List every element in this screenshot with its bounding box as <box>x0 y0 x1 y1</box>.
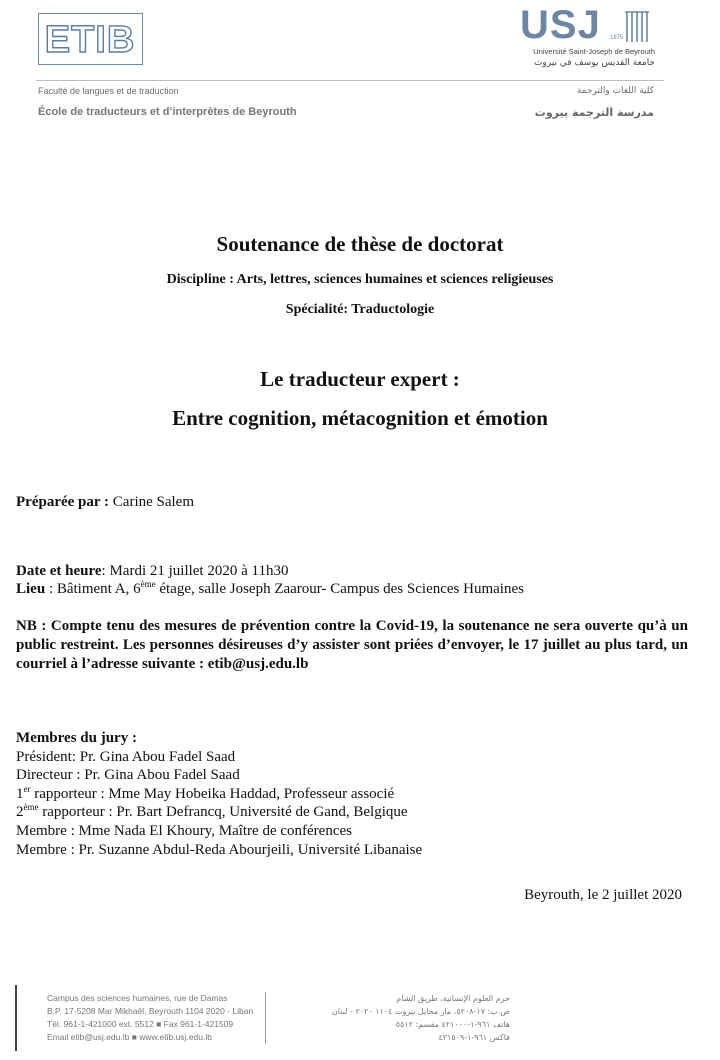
jury-directeur: Directeur : Pr. Gina Abou Fadel Saad <box>16 767 240 784</box>
footer-line-1-ar: حرم العلوم الإنسانية، طريق الشام <box>396 994 510 1003</box>
jury-membre-2: Membre : Pr. Suzanne Abdul-Reda Abourjeili, Université Libanaise <box>16 841 423 858</box>
rapporteur-1-suffix: er <box>23 783 31 794</box>
jury-rapporteur-2 <box>16 803 422 822</box>
footer-line-1-fr: Campus des sciences humaines, rue de Damas <box>47 993 228 1003</box>
prepared-by <box>16 494 194 511</box>
usj-name-ar: جامعة القديس يوسف في بيروت <box>533 58 655 68</box>
prepared-by-value: Carine Salem <box>109 494 195 510</box>
footer-line-2-ar: ص.ب: ١٧-٥٢٠٨، مار مخايل بيروت ١١٠٤ ٢٠٢٠ - لبنان <box>331 1007 510 1016</box>
faculty-name-ar: كلية اللغات والترجمة <box>576 86 654 96</box>
footer-line-4-fr: Email etib@usj.edu.lb ■ www.etib.usj.edu.lb <box>47 1032 212 1042</box>
footer-bar <box>15 985 17 1051</box>
location <box>16 581 524 598</box>
jury-heading: Membres du jury : <box>16 730 137 746</box>
school-name-ar: مدرسة الترجمة بيروت <box>534 106 654 119</box>
date-time <box>16 563 288 580</box>
rapporteur-2-number: 2 <box>16 804 24 821</box>
jury-president: Président: Pr. Gina Abou Fadel Saad <box>16 748 236 765</box>
rapporteur-1-number: 1 <box>16 785 24 802</box>
rapporteur-2-text: rapporteur : Pr. Bart Defrancq, Université de Gand, Belgique <box>38 804 408 821</box>
location-value-part1: : Bâtiment A, 6 <box>45 581 141 597</box>
usj-name-fr: Université Saint-Joseph de Beyrouth <box>533 47 655 56</box>
footer-address-fr <box>47 992 253 1044</box>
footer-line-3-fr: Tél. 961-1-421000 ext. 5512 ■ Fax 961-1-421509 <box>47 1019 234 1029</box>
faculty-name-fr: Faculté de langues et de traduction <box>38 86 179 96</box>
usj-logo <box>520 5 655 71</box>
etib-logo-text: ETIB <box>44 19 136 61</box>
place-date: Beyrouth, le 2 juillet 2020 <box>524 887 682 903</box>
rapporteur-1-text: rapporteur : Mme May Hobeika Haddad, Professeur associé <box>30 785 395 802</box>
usj-year: 1875 <box>610 35 624 41</box>
location-floor-suffix: ème <box>140 579 156 589</box>
etib-logo <box>38 13 143 65</box>
jury-rapporteur-1 <box>16 785 422 804</box>
usj-tower-icon <box>623 8 651 44</box>
jury-membre-1: Membre : Mme Nada El Khoury, Maître de conférences <box>16 822 352 839</box>
footer-line-3-ar: هاتف ٩٦١-١-٤٢١٠٠٠ مقسم: ٥٥١٢ <box>395 1020 510 1029</box>
school-name-fr: École de traducteurs et d’interprètes de Beyrouth <box>38 106 297 118</box>
discipline: Discipline : Arts, lettres, sciences humaines et sciences religieuses <box>166 272 554 287</box>
specialite: Spécialité: Traductologie <box>285 302 435 317</box>
location-value-part2: étage, salle Joseph Zaarour- Campus des Sciences Humaines <box>155 581 524 597</box>
thesis-title-line-2: Entre cognition, métacognition et émotion <box>172 406 548 430</box>
thesis-title-line-1: Le traducteur expert : <box>260 367 460 391</box>
jury-members <box>16 729 422 859</box>
footer-line-4-ar: فاكس ٩٦١-١-٤٢١٥٠٩ <box>438 1033 510 1042</box>
header-divider <box>36 80 664 81</box>
usj-logo-text: USJ <box>520 3 601 47</box>
prepared-by-label: Préparée par : <box>16 494 110 510</box>
footer-line-2-fr: B.P. 17-5208 Mar Mikhaël, Beyrouth 1104 2020 - Liban <box>47 1006 254 1016</box>
rapporteur-2-suffix: ème <box>23 802 39 813</box>
date-time-value: : Mardi 21 juillet 2020 à 11h30 <box>101 563 289 579</box>
footer-address-ar <box>332 992 510 1044</box>
footer-separator <box>265 992 266 1044</box>
date-time-label: Date et heure <box>16 563 102 579</box>
announcement-title: Soutenance de thèse de doctorat <box>216 232 504 256</box>
covid-notice: NB : Compte tenu des mesures de prévention contre la Covid-19, la soutenance ne sera ouverte qu’à un public restreint. Les personnes désireuses d’y assister sont priées d’envoyer, le 17 juillet au plus tard, un courriel à l’adresse suivante : etib@usj.edu.lb <box>16 618 688 672</box>
location-label: Lieu <box>16 581 46 597</box>
